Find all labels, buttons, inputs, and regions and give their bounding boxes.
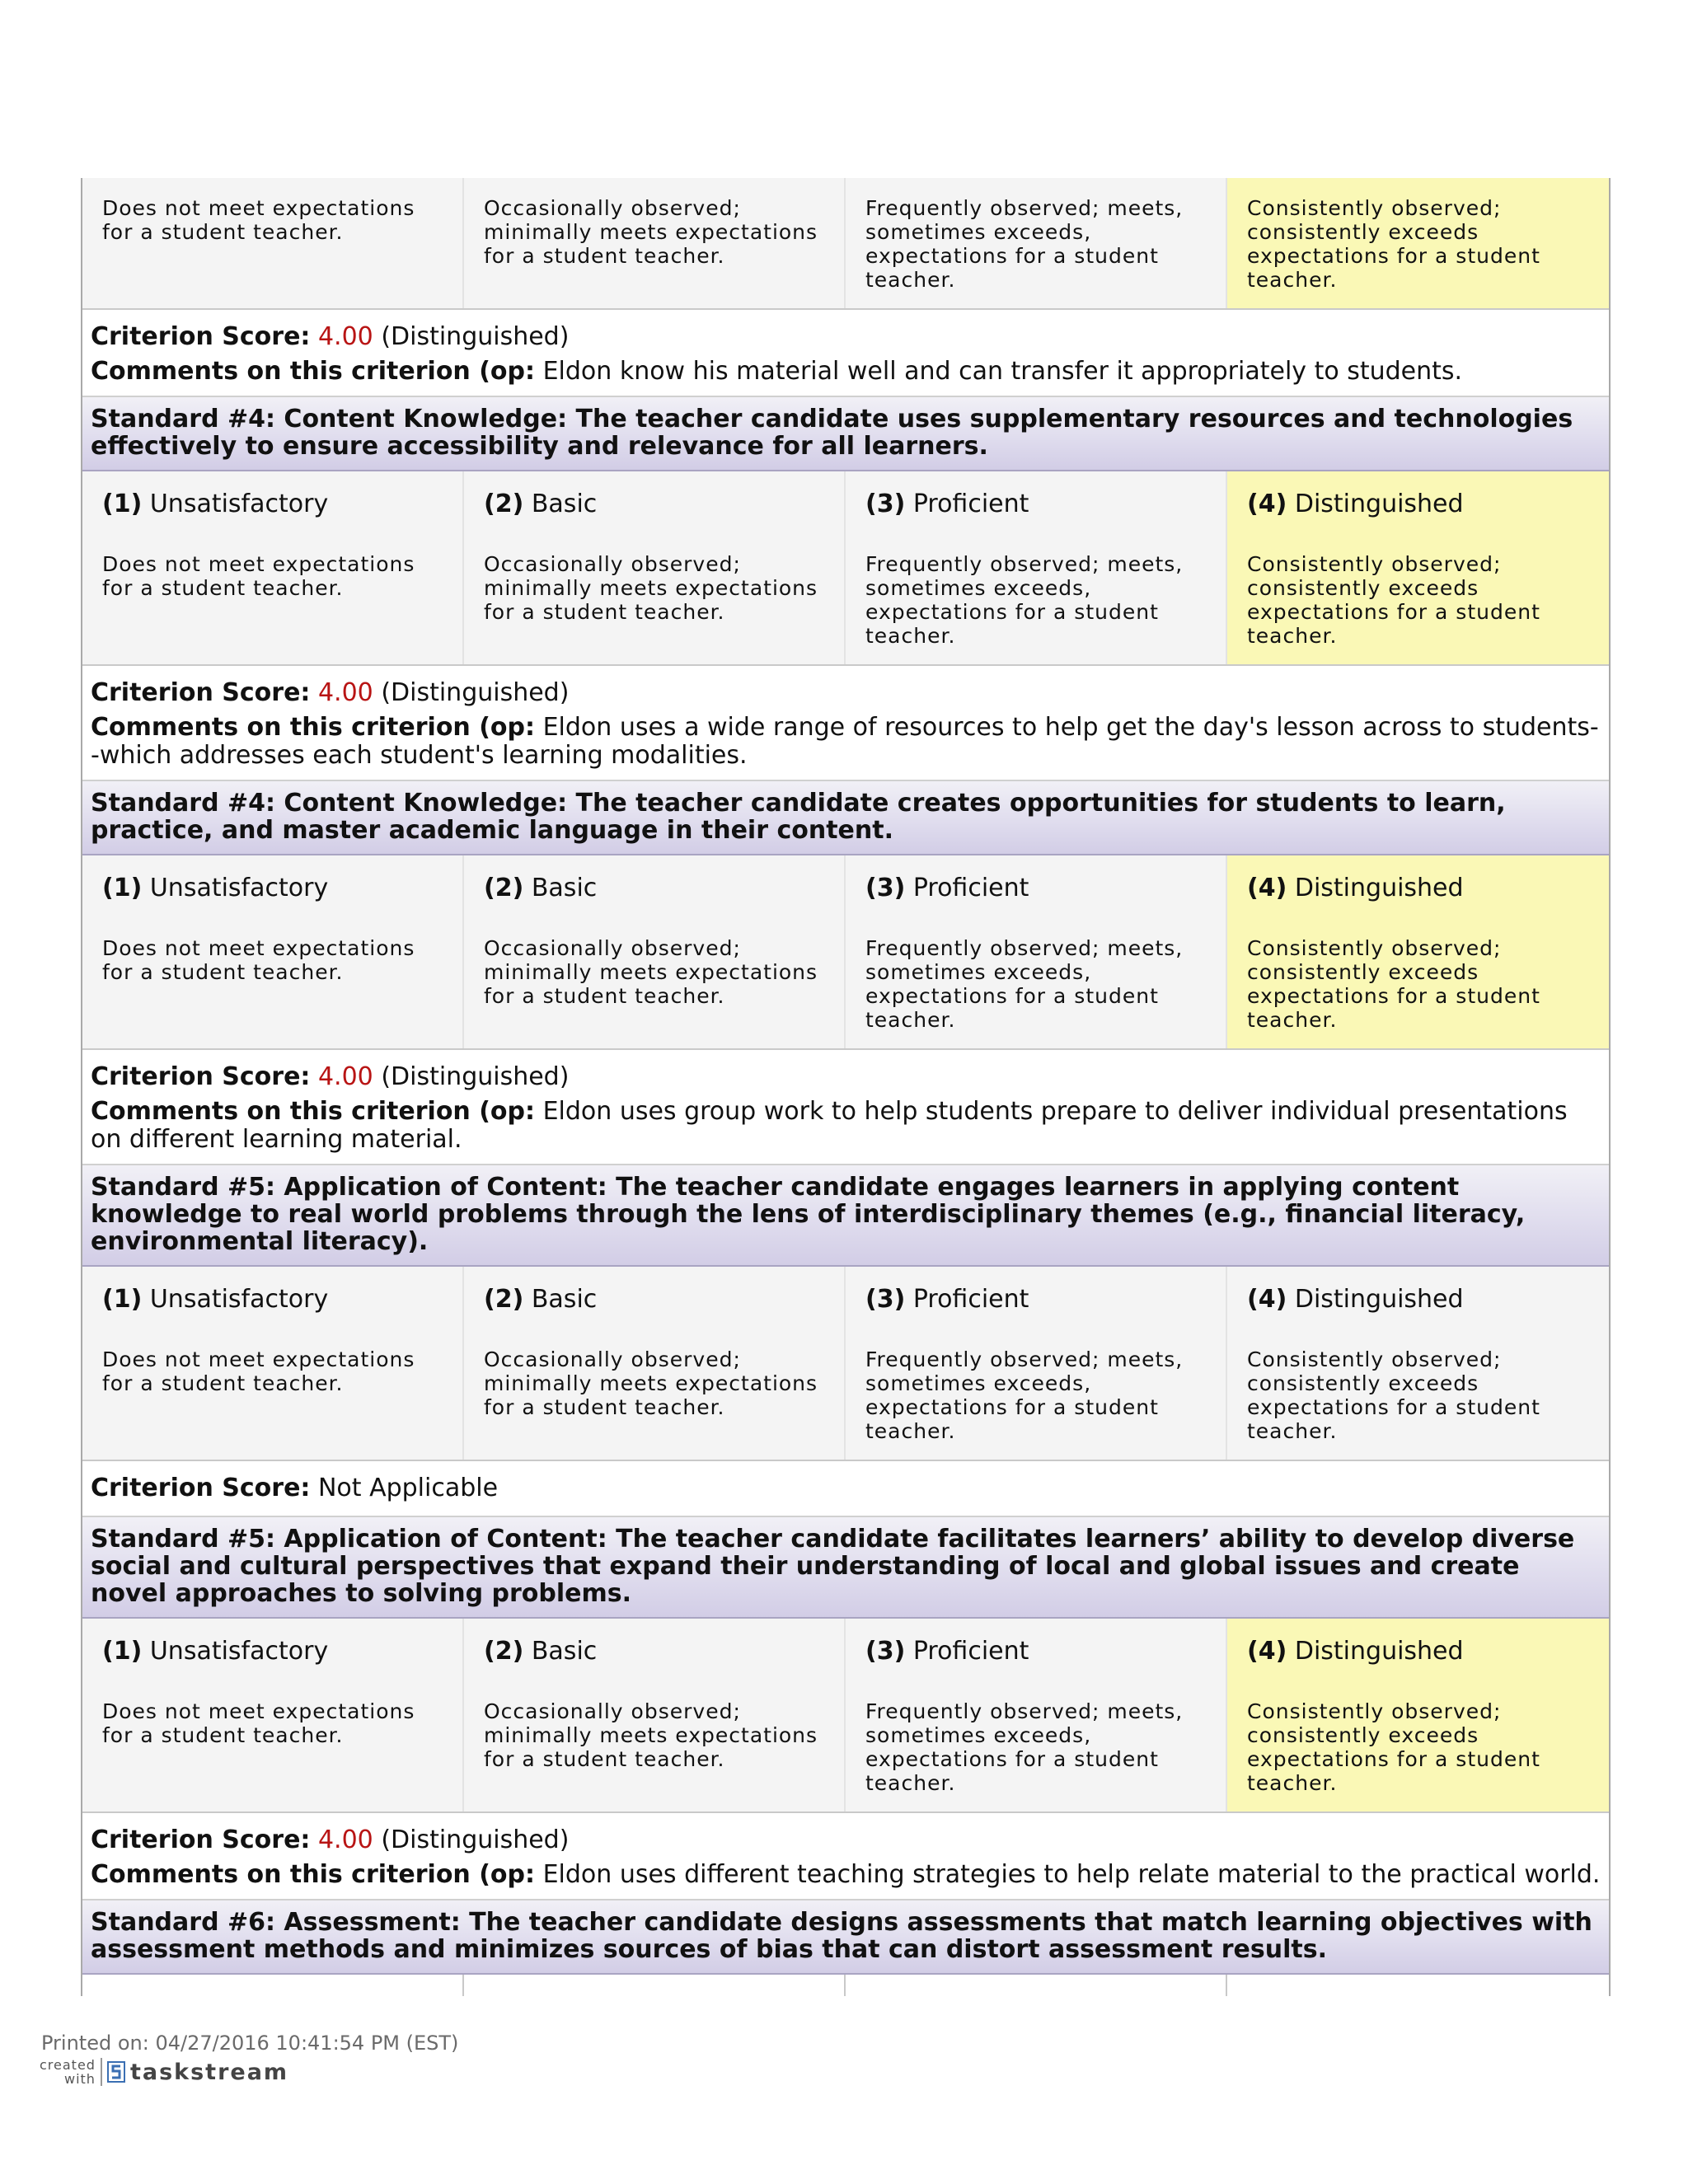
level-description: Occasionally observed; minimally meets expectations for a student teacher. (484, 1347, 818, 1419)
criterion-score-label: Criterion Score: (91, 1474, 311, 1502)
criterion-score-block (82, 1050, 1609, 1165)
printed-on-timestamp: Printed on: 04/27/2016 10:41:54 PM (EST) (41, 2032, 459, 2055)
level-number: (1) (102, 874, 143, 902)
level-cell-3 (846, 471, 1227, 664)
criterion-comment-label: Comments on this criterion (op: (91, 713, 536, 742)
level-description: Consistently observed; consistently exceeds expectations for a student teacher. (1247, 552, 1540, 648)
standard-header: Standard #4: Content Knowledge: The teacher candidate creates opportunities for students to learn, practice, and master academic language in their content. (82, 781, 1609, 855)
level-name: Basic (531, 1285, 598, 1314)
logo-brand-text: taskstream (129, 2059, 289, 2085)
level-description: Occasionally observed; minimally meets expectations for a student teacher. (484, 936, 818, 1008)
level-cell-continued (846, 1975, 1227, 1996)
criterion-score-label: Criterion Score: (91, 1825, 311, 1854)
level-name: Basic (531, 490, 598, 518)
criterion-score-rating: (Distinguished) (381, 1062, 570, 1091)
criterion-comment-text: Eldon uses group work to help students prepare to deliver individual presentations on different learning material. (91, 1097, 1568, 1154)
level-title (865, 1285, 1206, 1315)
level-description: Does not meet expectations for a student teacher. (102, 1347, 415, 1395)
rating-levels-row (82, 1267, 1609, 1461)
level-name: Unsatisfactory (149, 1285, 329, 1314)
criterion-comment-text: Eldon uses a wide range of resources to help get the day's lesson across to students--which addresses each student's learning modalities. (91, 713, 1599, 770)
level-cell-2 (464, 855, 846, 1048)
level-cell-1 (82, 855, 464, 1048)
level-number: (4) (1247, 490, 1287, 518)
level-cell-3 (846, 1619, 1227, 1811)
level-title (865, 1637, 1206, 1666)
level-name: Basic (531, 874, 598, 902)
level-cell-2 (464, 1619, 846, 1811)
taskstream-logo-icon (107, 2061, 125, 2083)
criterion-score-label: Criterion Score: (91, 678, 311, 707)
criterion-score-rating: (Distinguished) (381, 678, 570, 707)
level-title (1247, 874, 1589, 903)
level-title (102, 874, 443, 903)
logo-created-line: created (40, 2057, 96, 2073)
level-number: (2) (484, 1285, 524, 1314)
criterion-comment (91, 1861, 1601, 1889)
standard-header: Standard #6: Assessment: The teacher candidate designs assessments that match learning objectives with assessment methods and minimizes sources of bias that can distort assessment results. (82, 1900, 1609, 1975)
level-title (484, 874, 824, 903)
criterion-score-rating: Not Applicable (317, 1474, 499, 1502)
level-title (1247, 1285, 1589, 1315)
level-title (865, 490, 1206, 519)
standard-header: Standard #5: Application of Content: The teacher candidate facilitates learners’ ability to develop diverse social and cultural perspectives that expand their understanding of local and global issues and create novel approaches to solving problems. (82, 1517, 1609, 1619)
criterion-score-label: Criterion Score: (91, 322, 311, 351)
level-cell-3 (846, 178, 1227, 308)
rating-levels-row (82, 178, 1609, 310)
criterion-score-block (82, 1813, 1609, 1900)
criterion-score-label: Criterion Score: (91, 1062, 311, 1091)
criterion-score-block (82, 666, 1609, 781)
level-cell-continued (82, 1975, 464, 1996)
criterion-comment-label: Comments on this criterion (op: (91, 1860, 536, 1889)
criterion-score-line (91, 320, 1601, 354)
level-description: Does not meet expectations for a student teacher. (102, 196, 415, 244)
criterion-score-block (82, 310, 1609, 397)
level-title (484, 490, 824, 519)
level-title (1247, 1637, 1589, 1666)
standard-header: Standard #5: Application of Content: The teacher candidate engages learners in applying content knowledge to real world problems through the lens of interdisciplinary themes (e.g., financial literacy, environmental literacy). (82, 1165, 1609, 1267)
level-description: Occasionally observed; minimally meets expectations for a student teacher. (484, 552, 818, 624)
level-description: Frequently observed; meets, sometimes exceeds, expectations for a student teacher. (865, 1699, 1184, 1795)
criterion-comment (91, 714, 1601, 770)
level-description: Consistently observed; consistently exceeds expectations for a student teacher. (1247, 196, 1540, 292)
level-name: Distinguished (1294, 1637, 1464, 1666)
level-name: Distinguished (1294, 1285, 1464, 1314)
level-cell-1 (82, 1619, 464, 1811)
level-description: Does not meet expectations for a student teacher. (102, 936, 415, 984)
level-number: (1) (102, 1285, 143, 1314)
level-number: (1) (102, 1637, 143, 1666)
criterion-score-line (91, 1060, 1601, 1094)
criterion-comment (91, 358, 1601, 386)
rating-levels-row (82, 471, 1609, 666)
level-cell-2 (464, 178, 846, 308)
level-description: Frequently observed; meets, sometimes exceeds, expectations for a student teacher. (865, 1347, 1184, 1443)
rubric-table (81, 178, 1611, 1996)
criterion-score-value: 4.00 (317, 322, 373, 351)
level-title (1247, 490, 1589, 519)
level-cell-continued (464, 1975, 846, 1996)
taskstream-logo (40, 2058, 288, 2086)
level-number: (3) (865, 1285, 906, 1314)
level-cell-4 (1227, 178, 1609, 308)
criterion-comment (91, 1098, 1601, 1154)
level-name: Proficient (912, 874, 1029, 902)
level-name: Proficient (912, 1285, 1029, 1314)
level-number: (3) (865, 874, 906, 902)
rating-levels-row (82, 855, 1609, 1050)
rating-levels-row (82, 1619, 1609, 1813)
level-number: (2) (484, 1637, 524, 1666)
level-description: Frequently observed; meets, sometimes exceeds, expectations for a student teacher. (865, 552, 1184, 648)
level-description: Consistently observed; consistently exceeds expectations for a student teacher. (1247, 1347, 1540, 1443)
level-name: Unsatisfactory (149, 490, 329, 518)
criterion-score-line (91, 1471, 1601, 1506)
criterion-score-value: 4.00 (317, 678, 373, 707)
level-cell-continued (1227, 1975, 1609, 1996)
level-description: Occasionally observed; minimally meets expectations for a student teacher. (484, 196, 818, 268)
criterion-comment-label: Comments on this criterion (op: (91, 1097, 536, 1126)
criterion-score-line (91, 676, 1601, 710)
standard-header: Standard #4: Content Knowledge: The teacher candidate uses supplementary resources and technologies effectively to ensure accessibility and relevance for all learners. (82, 397, 1609, 471)
level-name: Basic (531, 1637, 598, 1666)
level-number: (1) (102, 490, 143, 518)
criterion-comment-text: Eldon know his material well and can transfer it appropriately to students. (542, 357, 1463, 386)
level-number: (4) (1247, 1285, 1287, 1314)
criterion-score-value: 4.00 (317, 1062, 373, 1091)
criterion-comment-label: Comments on this criterion (op: (91, 357, 536, 386)
level-cell-3 (846, 1267, 1227, 1460)
level-number: (3) (865, 490, 906, 518)
level-name: Distinguished (1294, 490, 1464, 518)
logo-divider (101, 2058, 102, 2086)
criterion-comment-text: Eldon uses different teaching strategies to help relate material to the practical world. (542, 1860, 1601, 1889)
level-description: Frequently observed; meets, sometimes exceeds, expectations for a student teacher. (865, 196, 1184, 292)
level-number: (2) (484, 874, 524, 902)
level-number: (4) (1247, 1637, 1287, 1666)
level-cell-2 (464, 1267, 846, 1460)
level-description: Does not meet expectations for a student teacher. (102, 1699, 415, 1747)
level-cell-4 (1227, 471, 1609, 664)
level-name: Proficient (912, 490, 1029, 518)
level-title (865, 874, 1206, 903)
level-name: Distinguished (1294, 874, 1464, 902)
criterion-score-rating: (Distinguished) (381, 322, 570, 351)
level-description: Frequently observed; meets, sometimes exceeds, expectations for a student teacher. (865, 936, 1184, 1032)
criterion-score-block (82, 1461, 1609, 1517)
level-description: Does not meet expectations for a student teacher. (102, 552, 415, 600)
level-cell-1 (82, 1267, 464, 1460)
criterion-score-value: 4.00 (317, 1825, 373, 1854)
criterion-score-rating: (Distinguished) (381, 1825, 570, 1854)
level-cell-4 (1227, 1267, 1609, 1460)
level-description: Consistently observed; consistently exceeds expectations for a student teacher. (1247, 936, 1540, 1032)
logo-created-with (40, 2058, 96, 2086)
level-number: (3) (865, 1637, 906, 1666)
rating-levels-row-continued (82, 1975, 1609, 1996)
level-title (484, 1285, 824, 1315)
level-title (102, 1637, 443, 1666)
level-cell-4 (1227, 855, 1609, 1048)
level-title (102, 1285, 443, 1315)
level-name: Unsatisfactory (149, 874, 329, 902)
criterion-score-line (91, 1823, 1601, 1858)
level-cell-3 (846, 855, 1227, 1048)
level-number: (2) (484, 490, 524, 518)
level-description: Occasionally observed; minimally meets expectations for a student teacher. (484, 1699, 818, 1771)
logo-with-line: with (64, 2071, 96, 2087)
level-number: (4) (1247, 874, 1287, 902)
level-name: Unsatisfactory (149, 1637, 329, 1666)
level-name: Proficient (912, 1637, 1029, 1666)
level-description: Consistently observed; consistently exceeds expectations for a student teacher. (1247, 1699, 1540, 1795)
level-cell-1 (82, 471, 464, 664)
level-cell-4 (1227, 1619, 1609, 1811)
level-title (102, 490, 443, 519)
level-cell-1 (82, 178, 464, 308)
level-cell-2 (464, 471, 846, 664)
level-title (484, 1637, 824, 1666)
